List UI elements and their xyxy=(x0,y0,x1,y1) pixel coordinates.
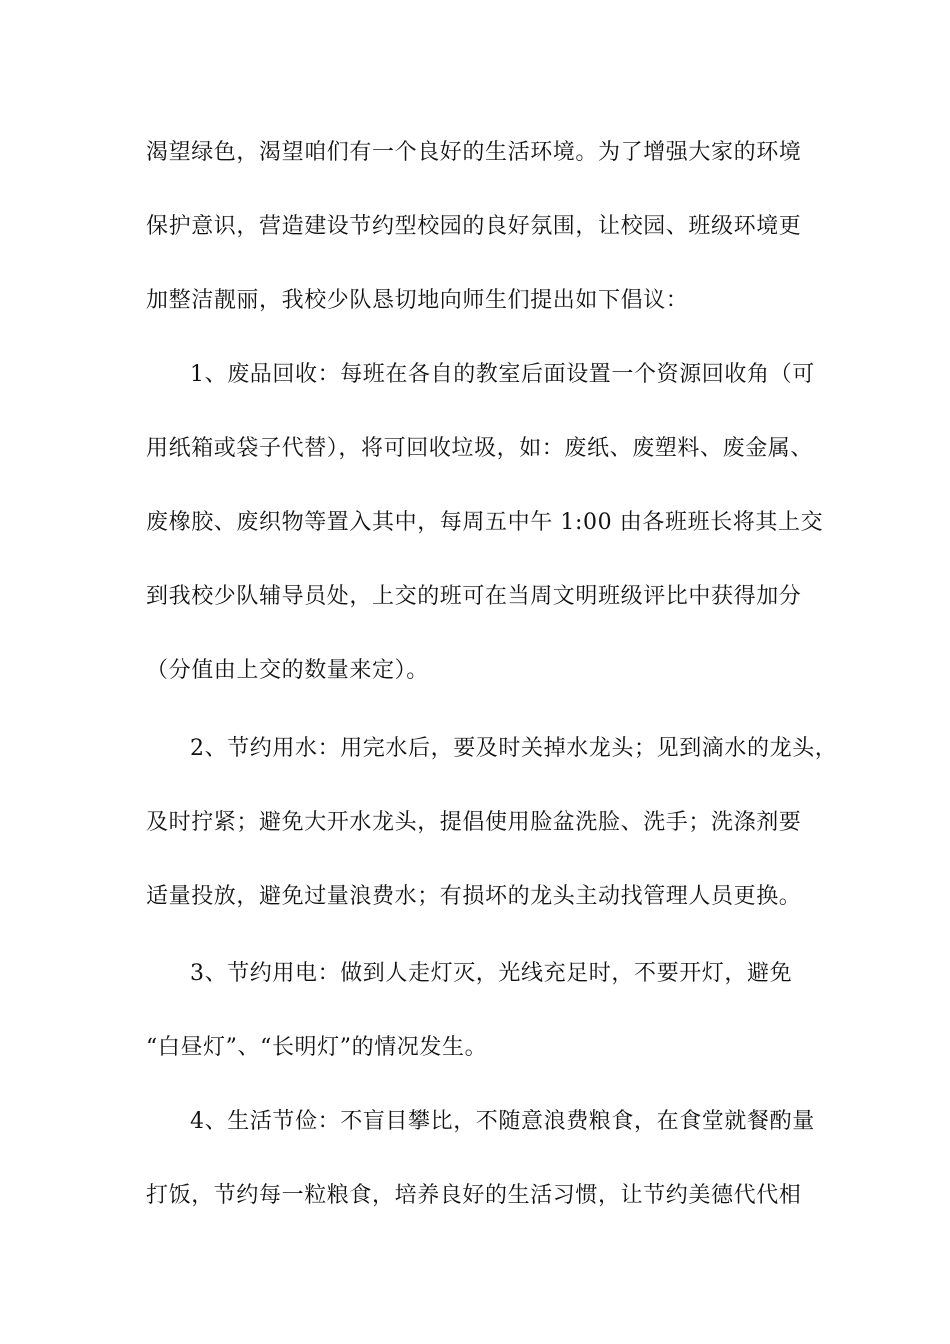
item-2-line: 适量投放，避免过量浪费水；有损坏的龙头主动找管理人员更换。 xyxy=(146,884,802,909)
item-2-line: 2、节约用水：用完水后，要及时关掉水龙头；见到滴水的龙头， xyxy=(190,736,838,761)
item-3-line: “白昼灯”、“长明灯”的情况发生。 xyxy=(146,1035,488,1060)
item-2-line: 及时拧紧；避免大开水龙头，提倡使用脸盆洗脸、洗手；洗涤剂要 xyxy=(146,810,802,835)
item-1-line: 到我校少队辅导员处，上交的班可在当周文明班级评比中获得加分 xyxy=(146,584,802,609)
item-1-line: 废橡胶、废织物等置入其中，每周五中午 1:00 由各班班长将其上交 xyxy=(146,510,824,535)
paragraph-line: 加整洁靓丽，我校少队恳切地向师生们提出如下倡议： xyxy=(146,288,689,313)
item-1-line: 用纸箱或袋子代替），将可回收垃圾，如：废纸、废塑料、废金属、 xyxy=(146,436,814,461)
item-1-line: 1、废品回收：每班在各自的教室后面设置一个资源回收角（可 xyxy=(190,362,815,387)
item-3-line: 3、节约用电：做到人走灯灭，光线充足时，不要开灯，避免 xyxy=(190,961,793,986)
item-1-line: （分值由上交的数量来定）。 xyxy=(146,658,429,683)
paragraph-line: 保护意识，营造建设节约型校园的良好氛围，让校园、班级环境更 xyxy=(146,214,802,239)
item-4-line: 打饭，节约每一粒粮食，培养良好的生活习惯，让节约美德代代相 xyxy=(146,1183,802,1208)
paragraph-line: 渴望绿色，渴望咱们有一个良好的生活环境。为了增强大家的环境 xyxy=(146,140,802,165)
item-4-line: 4、生活节俭：不盲目攀比，不随意浪费粮食，在食堂就餐酌量 xyxy=(190,1109,815,1134)
